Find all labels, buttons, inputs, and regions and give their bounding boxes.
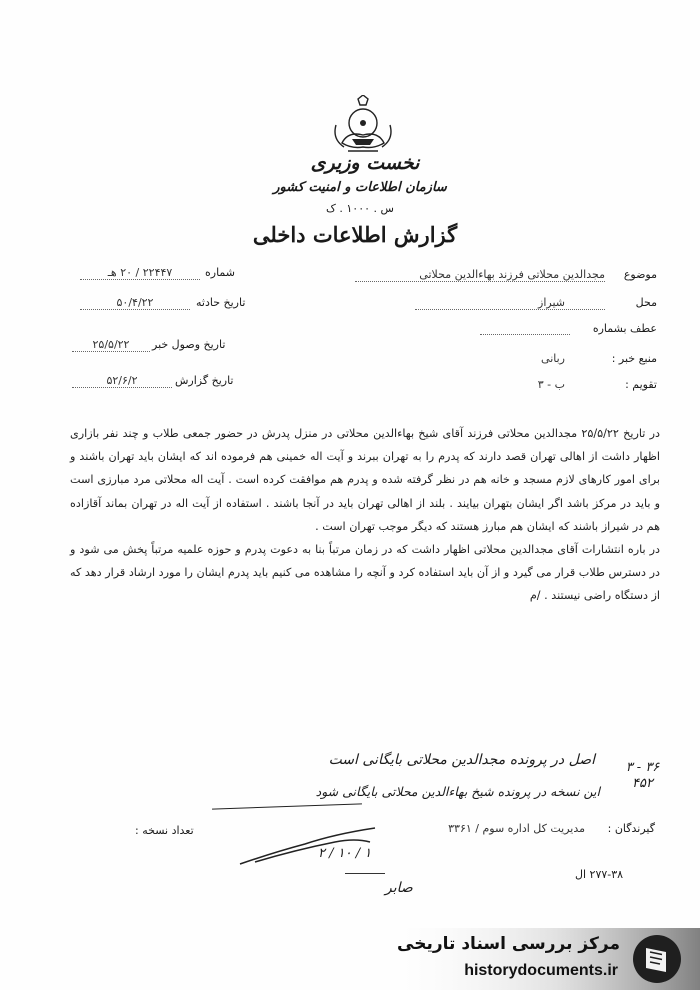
handwritten-signature: صابر xyxy=(385,880,413,896)
rating-value: ب - ۳ xyxy=(537,378,565,391)
handwritten-date: ۲ / ۱۰ / ۱ xyxy=(318,846,372,861)
underline-stroke xyxy=(212,803,362,809)
rating-label: تقویم : xyxy=(625,378,657,391)
org-name: نخست وزیری xyxy=(310,152,420,174)
org-unit: سازمان اطلاعات و امنیت کشور xyxy=(273,180,447,195)
lion-and-sun-crest-icon xyxy=(328,95,398,157)
source-label: منبع خبر : xyxy=(611,352,657,365)
report-date-value: ۵۲/۶/۲ xyxy=(72,374,172,388)
subject-label: موضوع xyxy=(623,268,657,281)
archive-url: historydocuments.ir xyxy=(464,962,618,979)
place-label: محل xyxy=(635,296,657,309)
doc-code: ۲۷۷-۳۸ ال xyxy=(575,868,624,881)
archive-logo-icon xyxy=(630,932,684,986)
org-code: س . ۱۰۰۰ . ک xyxy=(326,202,394,215)
handwritten-note-2: این نسخه در پرونده شیخ بهاءالدین محلاتی بایگانی شود xyxy=(315,784,600,799)
number-label: شماره xyxy=(205,266,236,279)
report-title: گزارش اطلاعات داخلی xyxy=(252,222,458,247)
body-paragraph-1: در تاریخ ۲۵/۵/۲۲ مجدالدین محلاتی فرزند آقای شیخ بهاءالدین محلاتی در منزل پدرش در حضور جمعی طلاب و چند نفر بازاری اظهار داشت از اهالی تهران قصد دارند که پدرم را به تهران ببرند و آیت اله خمینی هم فرموده اند که ایشان باید تهران باشند و برای امور کارهای لازم مسجد و خانه هم در نظر گرفته شده و پدرم هم موافقت کرده است . آیت اله محلاتی مرد مبارزی است و باید در مرکز باشد اگر ایشان بتهران بیایند . بلند از اهالی تهران باید در آنجا باشند . استفاده از آیت اله در تهران بماند آقازاده هم در شیراز باشند که ایشان هم مبارز هستند که دیگر موجب تهران است . xyxy=(70,427,660,533)
incident-date-label: تاریخ حادثه xyxy=(196,296,246,309)
copies-label: تعداد نسخه : xyxy=(135,824,194,837)
handwritten-note-1: اصل در پرونده مجدالدین محلاتی بایگانی است xyxy=(328,752,595,768)
margin-code: ۳ - ۳۶ ۴۵۲ xyxy=(625,760,660,791)
body-paragraph-2: در باره انتشارات آقای مجدالدین محلاتی اظهار داشت که در زمان مرتباً بنا به دعوت پدرم و حوزه علمیه مرتباً پخش می شود و در دسترس طلاب قرار می گیرد و از آن باید استفاده کرد و آنچه را مشاهده می کنیم باید پدرم ایشان را مورد ارشاد قرار دهد که از دستگاه راضی نیستند . /م xyxy=(70,543,660,603)
number-value: ۲۲۴۴۷ / ۲۰ هـ xyxy=(80,266,200,280)
archive-watermark-bar xyxy=(0,928,700,990)
recipients-label: گیرندگان : xyxy=(607,822,655,835)
reference-label: عطف بشماره xyxy=(592,322,657,335)
signature-underline xyxy=(345,873,385,874)
receipt-date-label: تاریخ وصول خبر xyxy=(152,338,226,351)
report-body xyxy=(70,422,660,608)
subject-value: مجدالدین محلاتی فرزند بهاءالدین محلاتی xyxy=(355,268,605,282)
archive-name: مرکز بررسی اسناد تاریخی xyxy=(397,934,620,954)
receipt-date-value: ۲۵/۵/۲۲ xyxy=(72,338,150,352)
place-value: شیراز xyxy=(415,296,605,310)
source-value: ربانی xyxy=(541,352,565,365)
incident-date-value: ۵۰/۴/۲۲ xyxy=(80,296,190,310)
report-date-label: تاریخ گزارش xyxy=(175,374,234,387)
reference-dots xyxy=(480,334,570,335)
recipients-value: مدیریت کل اداره سوم / ۳۳۶۱ xyxy=(448,822,585,835)
